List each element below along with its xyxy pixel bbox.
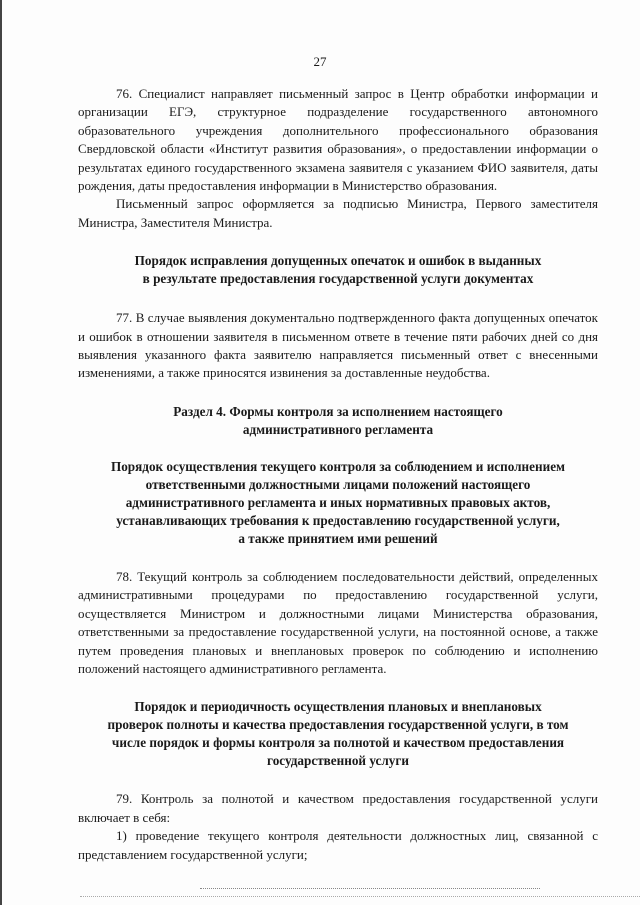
document-body (78, 85, 598, 864)
page-number: 27 (313, 54, 327, 69)
heading-line: проверок полноты и качества предоставления государственной услуги, в том (107, 717, 569, 733)
scan-artifact-line (80, 896, 640, 897)
paragraph-78: 78. Текущий контроль за соблюдением последовательности действий, определенных административными процедурами по предоставлению государственной услуги, осуществляется Министром и должностными лицами Министерства образования, ответственными за предоставление государственной услуги, на постоянной основе, а также путем проведения плановых и внеплановых проверок по соблюдению и исполнению положений настоящего административного регламента. (78, 568, 598, 676)
paragraph-79: 79. Контроль за полнотой и качеством предоставления государственной услуги включает в себя: (78, 791, 598, 825)
heading-line: административного регламента (242, 421, 434, 437)
heading-line: Порядок осуществления текущего контроля за соблюдением и исполнением (110, 458, 566, 474)
scan-artifact-line (200, 888, 540, 889)
heading-line: в результате предоставления государственной услуги документах (142, 271, 534, 287)
paragraph-79-item-1: 1) проведение текущего контроля деятельности должностных лиц, связанной с представлением государственной услуги; (78, 828, 598, 862)
heading-line: числе порядок и формы контроля за полнотой и качеством предоставления (111, 735, 565, 751)
heading-line: а также принятием ими решений (238, 530, 438, 546)
paragraph-77: 77. В случае выявления документально подтвержденного факта допущенных опечаток и ошибок в отношении заявителя в письменном ответе в течение пяти рабочих дней со дня выявления указанного факта заявителю направляется письменный ответ с внесенными изменениями, а также приносятся извинения за доставленные неудобства. (78, 310, 598, 381)
heading-correction-procedure (78, 252, 598, 288)
heading-line: ответственными должностными лицами положений настоящего (145, 476, 531, 492)
heading-line: устанавливающих требования к предоставлению государственной услуги, (116, 512, 560, 528)
heading-line: Порядок исправления допущенных опечаток и ошибок в выданных (134, 253, 542, 269)
heading-section-4 (78, 403, 598, 439)
heading-line: государственной услуги (267, 753, 409, 769)
heading-line: Порядок и периодичность осуществления плановых и внеплановых (134, 699, 542, 715)
scan-edge (0, 0, 2, 905)
heading-line: Раздел 4. Формы контроля за исполнением настоящего (173, 403, 503, 419)
heading-line: административного регламента и иных нормативных правовых актов, (125, 494, 551, 510)
heading-current-control (78, 458, 598, 548)
paragraph-76: 76. Специалист направляет письменный запрос в Центр обработки информации и организации ЕГЭ, структурное подразделение государственного автономного образовательного учреждения дополнительного профессионального образования Свердловской области «Институт развития образования», о предоставлении информации о результатах единого государственного экзамена заявителя с указанием ФИО заявителя, даты рождения, даты предоставления информации в Министерство образования. (78, 86, 598, 194)
paragraph-written-request: Письменный запрос оформляется за подписью Министра, Первого заместителя Министра, Заместителя Министра. (78, 196, 598, 230)
heading-inspections (78, 698, 598, 770)
